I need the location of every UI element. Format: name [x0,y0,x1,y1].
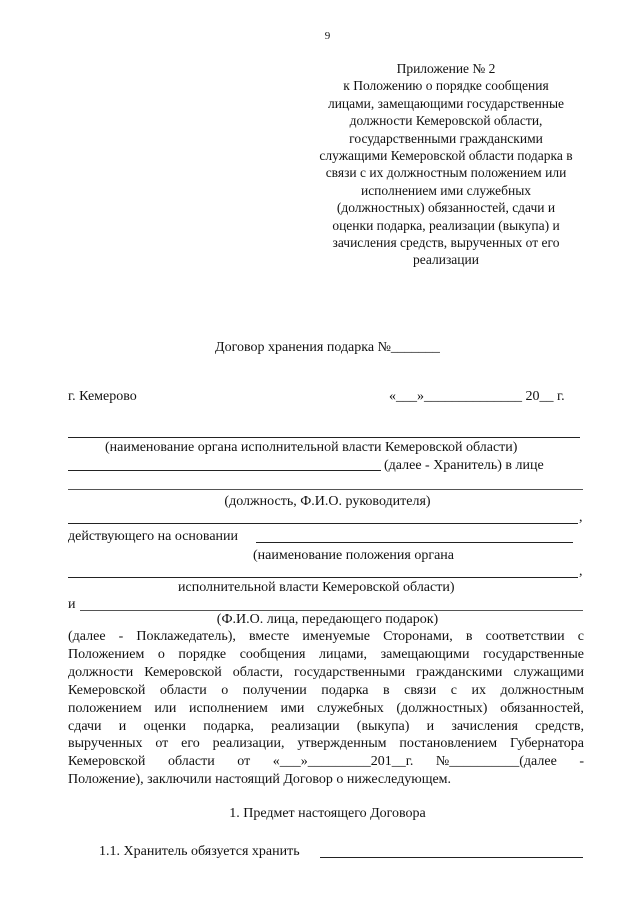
appendix-line: исполнением ими служебных [360,182,532,198]
position-line [68,489,583,490]
paragraph-word: о [157,646,165,662]
section-1-title: 1. Предмет настоящего Договора [229,806,426,821]
paragraph-word: утвержденным [297,736,387,752]
page-number: 9 [324,30,331,42]
paragraph-line [68,753,584,771]
paragraph-word: области [167,754,215,770]
paragraph-word: соответствии [485,629,565,644]
paragraph-word: Губернатора [509,736,584,752]
paragraph-word: подарка, [203,718,254,734]
date-field: «___»______________ 20__ г. [389,389,565,404]
paragraph-word: их [471,682,486,698]
paragraph-word: от [237,754,251,770]
paragraph-word: ими [280,700,305,716]
paragraph-word: области [159,682,207,698]
representative-line [68,523,578,524]
paragraph-word: в [465,629,473,644]
appendix-line: служащими Кемеровской области подарка в [319,148,573,164]
appendix-line: (должностных) обязанностей, сдачи и [336,200,556,216]
appendix-line: лицами, замещающими государственные [327,95,565,111]
paragraph-word: области, [232,664,284,680]
paragraph-word: от [155,736,169,752]
paragraph-word: обязанностей, [500,700,584,716]
paragraph-word: №__________(далее [435,754,557,770]
paragraph-word: Поклажедатель), [136,629,236,644]
appendix-line: оценки подарка, реализации (выкупа) и [332,217,560,233]
paragraph-word: средств, [535,718,584,734]
clause-1-1: 1.1. Хранитель обязуется хранить [99,844,300,859]
paragraph-word: подарка [321,682,369,698]
paragraph-word: вырученных [68,736,143,752]
paragraph-word: должности [68,664,134,680]
paragraph-word: должностным [500,682,584,698]
paragraph-word: и [426,718,435,734]
paragraph-word: (должностных) [396,700,488,716]
basis-line [256,542,573,543]
donor-caption: (Ф.И.О. лица, передающего подарок) [216,612,439,627]
paragraph-word: исполнением [189,700,268,716]
paragraph-word: лицами, [319,646,368,662]
appendix-line: государственными гражданскими [349,130,543,146]
paragraph-line [68,664,584,682]
appendix-line: должности Кемеровской области, [349,113,543,129]
paragraph-word: положением [68,700,142,716]
paragraph-word: вместе [248,629,290,644]
paragraph-line [68,771,584,789]
contract-title: Договор хранения подарка №_______ [215,340,440,355]
organ-name-line [68,437,580,438]
acting-on-basis-label: действующего на основании [68,529,239,544]
appendix-header [296,60,596,269]
paragraph-word: - [118,629,124,644]
paragraph-word: с [577,629,584,644]
paragraph-word: (выкупа) [356,718,410,734]
keeper-suffix: (далее - Хранитель) в лице [384,458,544,473]
paragraph-line [68,628,584,646]
appendix-line: связи с их должностным положением или [325,165,567,181]
exec-caption: исполнительной власти Кемеровской области) [178,580,455,595]
provision-line [68,577,578,578]
clause-1-1-line [320,857,583,858]
comma-2: , [579,564,583,579]
paragraph-word: порядке [178,646,227,662]
paragraph-word: связи [404,682,437,698]
paragraph-word: Положением [68,646,145,662]
paragraph-word: реализации [271,718,340,734]
preamble-paragraph [68,628,584,789]
paragraph-word: реализации, [212,736,285,752]
paragraph-line [68,700,584,718]
paragraph-word: (далее [68,629,106,644]
donor-line [80,610,583,611]
paragraph-line [68,718,584,736]
paragraph-word: с [450,682,457,698]
paragraph-word: «___»_________201__г. [272,754,414,770]
paragraph-word: или [154,700,177,716]
paragraph-word: государственными [294,664,406,680]
paragraph-word: замещающими [380,646,470,662]
paragraph-word: зачисления [451,718,518,734]
paragraph-line [68,682,584,700]
position-caption: (должность, Ф.И.О. руководителя) [224,494,431,509]
paragraph-word: постановлением [399,736,498,752]
paragraph-word: Кемеровской [144,664,222,680]
and-word: и [68,597,76,612]
paragraph-line [68,735,584,753]
keeper-line [68,470,381,471]
appendix-line: реализации [413,252,479,268]
appendix-line: Приложение № 2 [396,61,496,76]
paragraph-word: получении [242,682,307,698]
paragraph-word: Сторонами, [383,629,453,644]
paragraph-word: о [221,682,229,698]
paragraph-word: сдачи [68,718,102,734]
paragraph-word: Кемеровской [68,682,146,698]
organ-caption: (наименование органа исполнительной власти Кемеровской области) [105,440,518,455]
paragraph-word: гражданскими [416,664,503,680]
paragraph-word: именуемые [302,629,370,644]
appendix-line: к Положению о порядке сообщения [343,78,549,94]
paragraph-word: и [118,718,127,734]
paragraph-word: Положение), заключили настоящий Договор о нижеследующем. [68,772,452,788]
paragraph-line [68,646,584,664]
paragraph-word: - [579,754,584,770]
place-label: г. Кемерово [68,389,137,404]
paragraph-word: в [383,682,390,698]
comma-1: , [579,510,583,525]
paragraph-word: сообщения [239,646,306,662]
appendix-line: зачисления средств, вырученных от его [332,235,560,251]
provision-caption: (наименование положения органа [253,548,454,563]
paragraph-word: Кемеровской [68,754,146,770]
paragraph-word: его [181,736,200,752]
paragraph-word: оценки [143,718,186,734]
paragraph-word: государственные [483,646,584,662]
paragraph-word: служебных [317,700,384,716]
paragraph-word: служащими [513,664,584,680]
